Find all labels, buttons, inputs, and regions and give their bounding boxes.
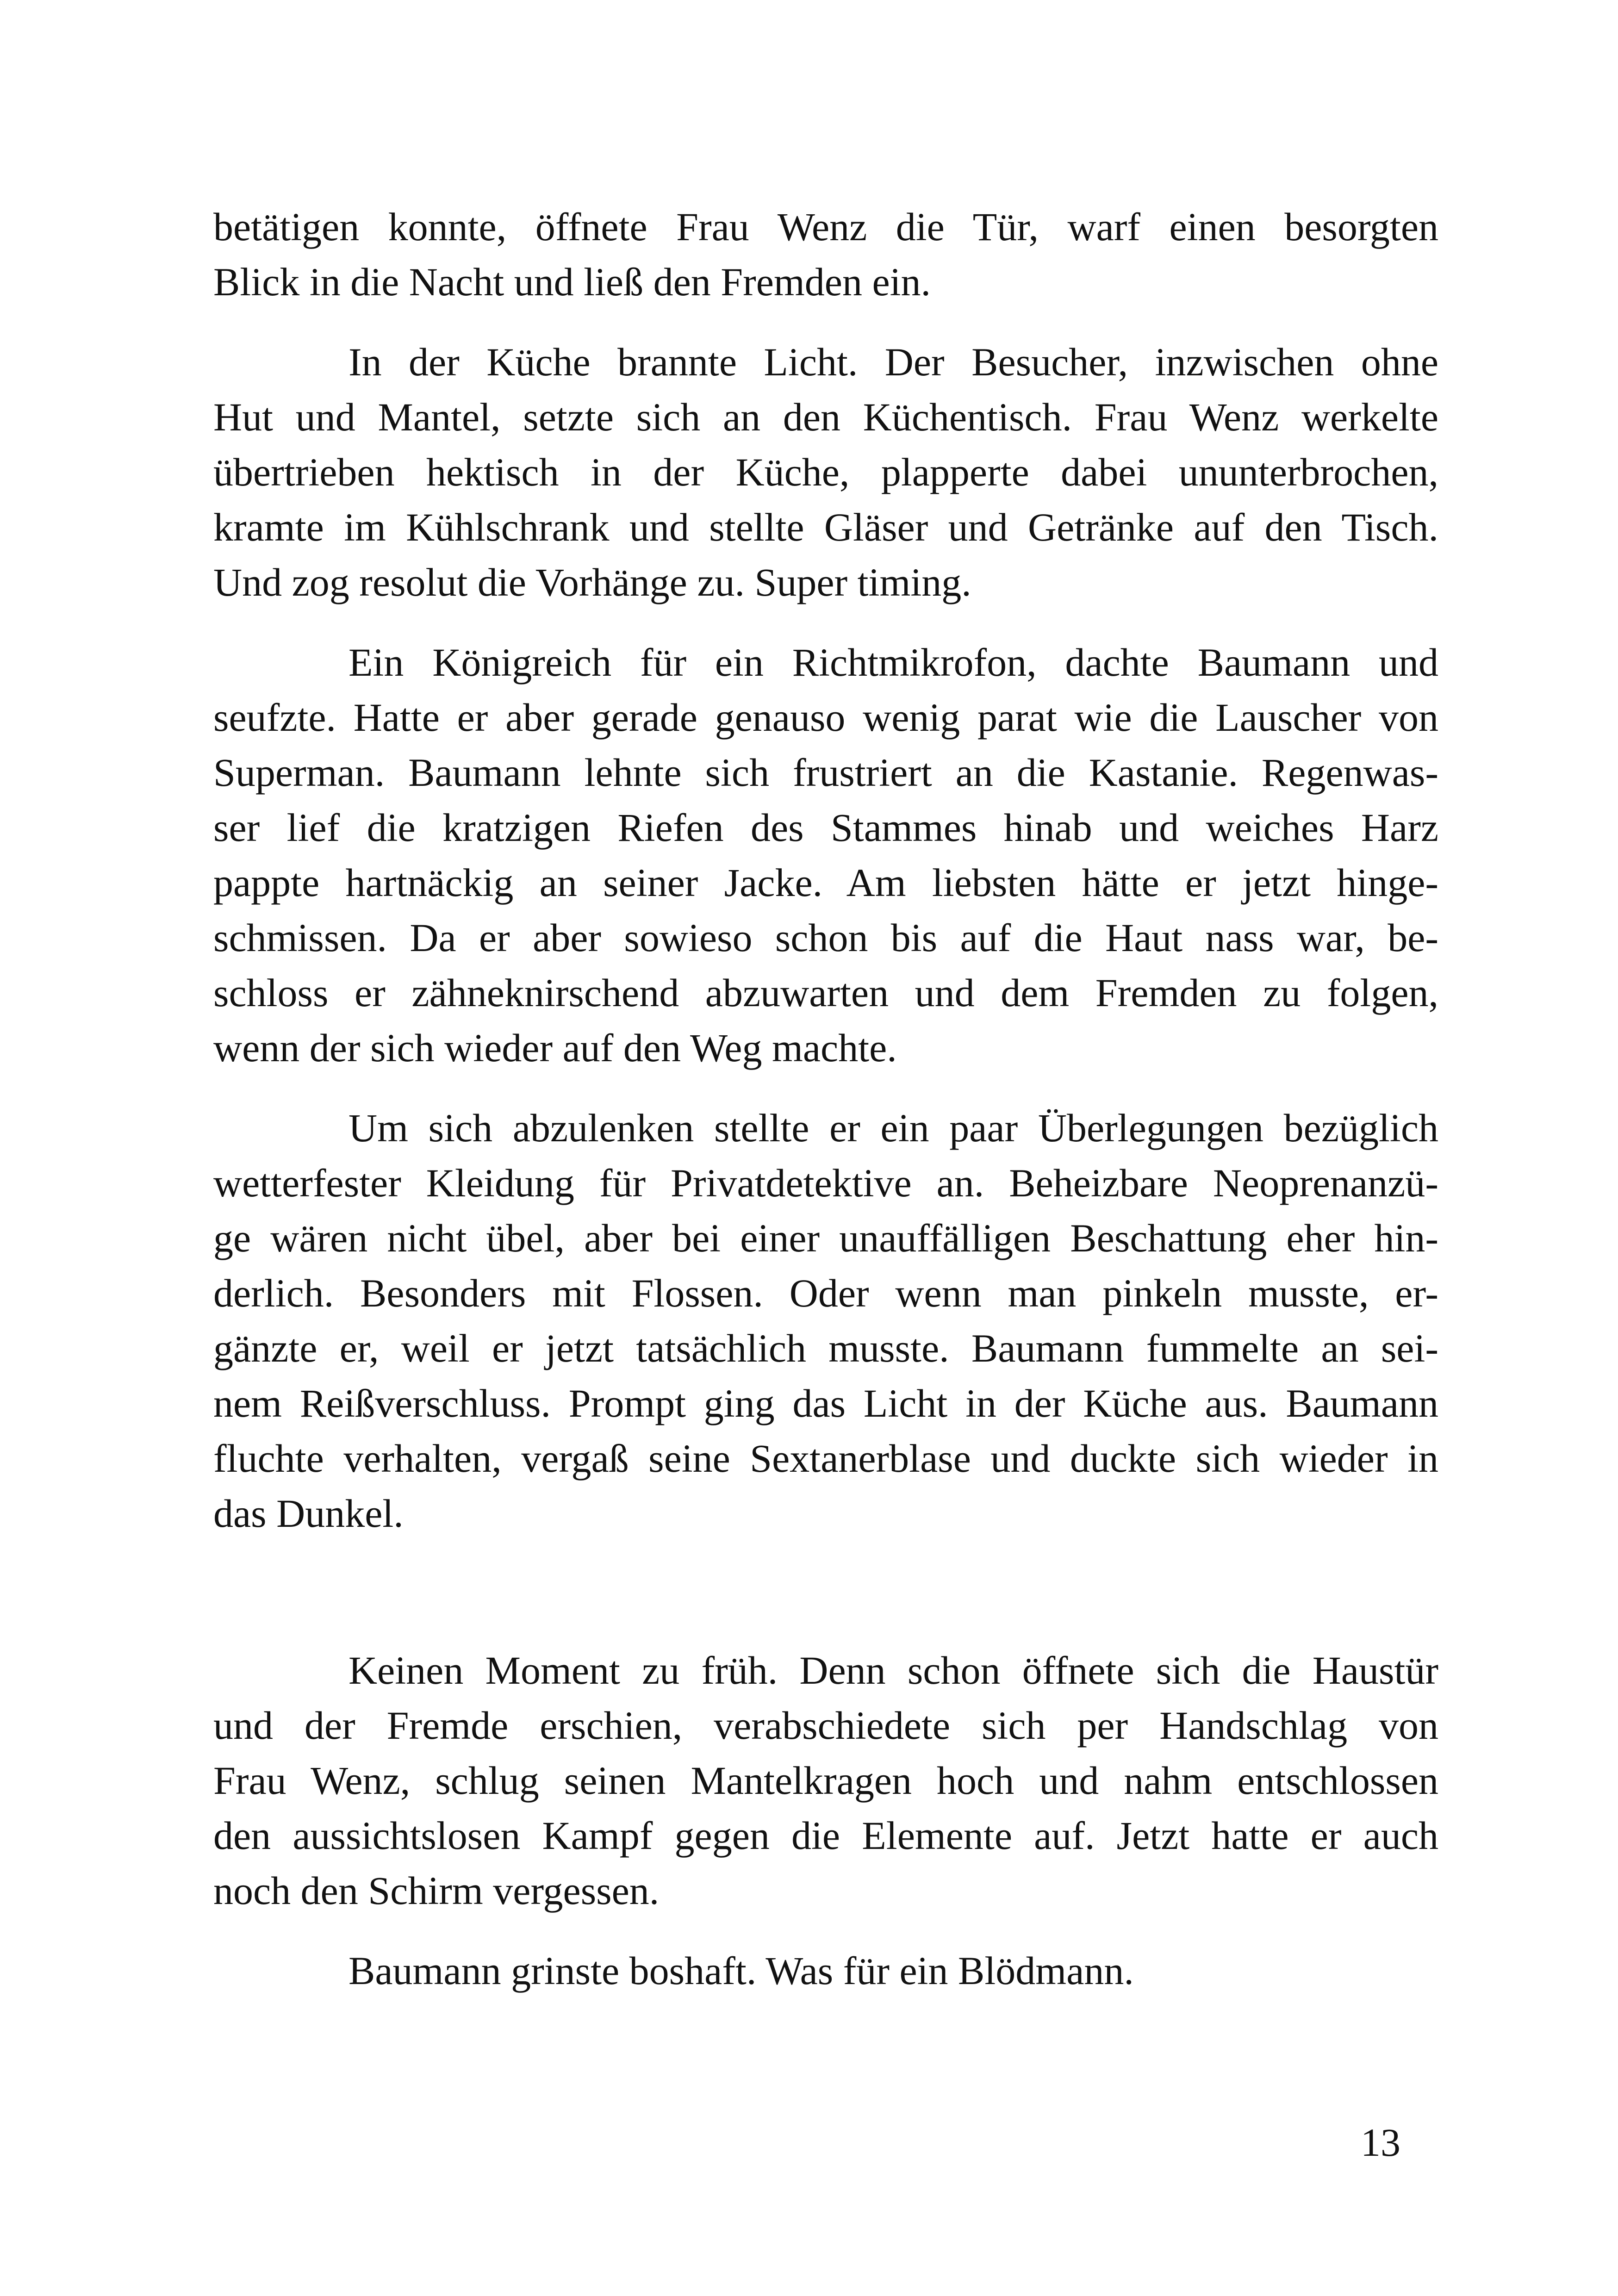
text-line: betätigen konnte, öffnete Frau Wenz die Tür, warf einen besorgten [213, 205, 1438, 249]
page-number: 13 [1361, 2120, 1400, 2165]
text-line: Frau Wenz, schlug seinen Mantelkragen hoch und nahm entschlossen [213, 1758, 1438, 1803]
text-line: ge wären nicht übel, aber bei einer unauffälligen Beschattung eher hin- [213, 1216, 1438, 1260]
text-line: Um sich abzulenken stellte er ein paar Überlegungen bezüglich [348, 1106, 1438, 1150]
paragraph [213, 335, 1438, 610]
text-line: Baumann grinste boshaft. Was für ein Blödmann. [348, 1948, 1134, 1993]
paragraph [213, 1943, 1438, 1998]
text-line: wetterfester Kleidung für Privatdetektive an. Beheizbare Neoprenanzü- [213, 1161, 1438, 1205]
text-line: fluchte verhalten, vergaß seine Sextanerblase und duckte sich wieder in [213, 1436, 1438, 1481]
text-line: gänzte er, weil er jetzt tatsächlich musste. Baumann fummelte an sei- [213, 1326, 1438, 1370]
text-line: Blick in die Nacht und ließ den Fremden ein. [213, 260, 931, 304]
text-line: In der Küche brannte Licht. Der Besucher, inzwischen ohne [348, 340, 1438, 384]
text-line: nem Reißverschluss. Prompt ging das Licht in der Küche aus. Baumann [213, 1381, 1438, 1425]
paragraph [213, 1643, 1438, 1918]
body-text [213, 199, 1438, 2023]
text-line: den aussichtslosen Kampf gegen die Elemente auf. Jetzt hatte er auch [213, 1813, 1438, 1858]
text-line: Hut und Mantel, setzte sich an den Küchentisch. Frau Wenz werkelte [213, 395, 1438, 439]
text-line: schloss er zähneknirschend abzuwarten und dem Fremden zu folgen, [213, 971, 1438, 1015]
text-line: derlich. Besonders mit Flossen. Oder wenn man pinkeln musste, er- [213, 1271, 1438, 1315]
text-line: Keinen Moment zu früh. Denn schon öffnete sich die Haustür [348, 1648, 1438, 1692]
paragraph [213, 635, 1438, 1076]
paragraph [213, 1101, 1438, 1541]
text-line: übertrieben hektisch in der Küche, plapperte dabei ununterbrochen, [213, 450, 1438, 494]
text-line: Superman. Baumann lehnte sich frustriert an die Kastanie. Regenwas- [213, 750, 1438, 795]
text-line: seufzte. Hatte er aber gerade genauso wenig parat wie die Lauscher von [213, 695, 1438, 740]
text-line: wenn der sich wieder auf den Weg machte. [213, 1026, 897, 1070]
text-line: und der Fremde erschien, verabschiedete sich per Handschlag von [213, 1703, 1438, 1748]
text-line: pappte hartnäckig an seiner Jacke. Am liebsten hätte er jetzt hinge- [213, 860, 1438, 905]
text-line: ser lief die kratzigen Riefen des Stammes hinab und weiches Harz [213, 805, 1438, 850]
text-line: Ein Königreich für ein Richtmikrofon, dachte Baumann und [348, 640, 1438, 684]
paragraph [213, 199, 1438, 310]
text-line: kramte im Kühlschrank und stellte Gläser und Getränke auf den Tisch. [213, 505, 1438, 549]
text-line: Und zog resolut die Vorhänge zu. Super timing. [213, 560, 971, 604]
text-line: das Dunkel. [213, 1491, 404, 1536]
text-line: schmissen. Da er aber sowieso schon bis auf die Haut nass war, be- [213, 915, 1438, 960]
text-line: noch den Schirm vergessen. [213, 1868, 660, 1913]
